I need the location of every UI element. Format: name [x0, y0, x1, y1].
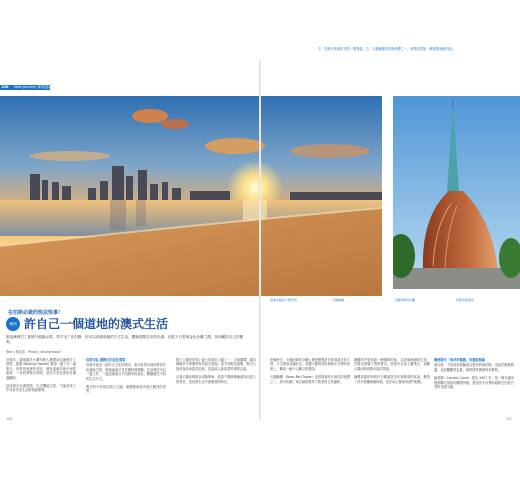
- photo-caption: 天鵝鐘樓: [332, 298, 345, 302]
- perth-sunset-photo: [0, 96, 382, 296]
- region-badge-label: 澳洲: [9, 321, 17, 326]
- header-page-number: 106: [1, 85, 9, 89]
- article-headline: 許自己一個道地的澳式生活: [24, 317, 169, 331]
- top-caption: 左：伯斯市的城市美景一覽無遺；右：天鵝鐘樓是伯斯地標之一，建築造型如一艘展開風帆的船。: [318, 47, 456, 51]
- paragraph: 沿著天鵝河畔散步或騎單車，欣賞夕陽餘暉灑落在河面上的景色，是伯斯生活中最愜意的時光。: [176, 375, 256, 384]
- article-kicker: 在伯斯必做的怪法怪事！: [8, 310, 64, 316]
- paragraph: 週末時，不妨搭乘渡輪前往對岸的南伯斯，造訪伯斯動物園，近距離觀察袋鼠、無尾熊等澳洲特有動物。: [434, 363, 514, 372]
- paragraph: 這座城市步調悠閒，生活機能完善，不論是找工作或是享受生活都相當便利。: [6, 384, 76, 393]
- paragraph: 國王公園是世界上最大的城市公園之一，占地廣闊，園內種植許多西澳特有的原生植物。春天時野花盛開，吸引大批遊客前來賞花拍照，是當地人最喜愛的休閒去處。: [176, 358, 256, 371]
- column-subhead: 伯斯市區 國際化的居住環境: [86, 358, 126, 362]
- bell-tower-illustration: [393, 96, 520, 289]
- photo-caption: 天鵝河畔的沙灘: [394, 298, 416, 302]
- article-column: [354, 358, 430, 388]
- article-byline: Text | 林佳如 Photo | shutterstock: [6, 350, 61, 354]
- article-column: [434, 358, 514, 393]
- gutter-shadow: [259, 60, 261, 420]
- paragraph: 近幾年，越來越多台灣年輕人選擇前往澳洲打工度假，透過 Working Holiday 簽證一邊工作一邊旅行。伯斯是西澳的首府，擁有溫和的地中海型氣候，一年四季陽光普照，是許多背包客的首選落腳地。: [6, 358, 76, 380]
- paragraph: 傍晚時分，天鵝河畔的沙灘上總是聚集許多欣賞落日的人們。天空被染成橘紅色，高樓大廈的剪影倒映在平靜的河面上，構成一幅令人難忘的畫面。: [270, 358, 350, 371]
- article-column: [176, 358, 256, 388]
- paragraph: 天鵝鐘樓（Swan Bell Tower）是伯斯最具代表性的地標之一，塔內收藏了來自倫敦聖馬丁教堂的古老鐘鈴。: [270, 375, 350, 384]
- photo-caption: 伯斯市區的夕陽景色: [270, 298, 298, 302]
- column-subhead: 擁抱陽光「南洋杉樹叢」的藝術與綠: [434, 358, 485, 362]
- photo-caption: 伯斯市區風景: [456, 298, 475, 302]
- article-column: [270, 358, 350, 388]
- paragraph: 鐘樓周邊的伊莉莎白碼頭是近年新開發的區域，聚集了許多餐廳與咖啡館，是在地人聚會的熱門地點。: [354, 375, 430, 384]
- folio-left: 106: [6, 417, 13, 421]
- article-column: [86, 358, 166, 398]
- header-section-title: New Journey 新旅途計畫: [14, 85, 56, 89]
- paragraph: 倫敦閣（London Court）建於 1937 年，是一條充滿英國都鐸式風格的購物拱廊，漫步其中彷彿穿越時空回到古老的英國小鎮。: [434, 376, 514, 390]
- sunset-skyline-illustration: [0, 96, 382, 296]
- swan-bell-tower-photo: [393, 96, 520, 289]
- photo-caption-row: [270, 299, 520, 305]
- paragraph: 假日時不妨前往國王公園，俯瞰整座城市與天鵝河的美景。: [86, 385, 166, 394]
- paragraph: 鐘樓的外型宛如一艘揚帆的船，以玻璃與銅材打造，在陽光照耀下閃閃發光。遊客可以登上觀景台，遠眺天鵝河與伯斯市區的景致。: [354, 358, 430, 371]
- article-column: [6, 358, 76, 397]
- region-badge: [6, 317, 20, 331]
- paragraph: 伯斯市區是一個多元文化的城市，來自世界各地的移民在此落地生根，街頭處處可見各國料理餐廳。在這裡你可以一邊工作，一邊認識來自不同國家的朋友，體驗截然不同的生活方式。: [86, 363, 166, 381]
- folio-right: 107: [506, 417, 513, 421]
- article-dek: 誰說澳洲打工度假只能摘水果、剪羊毛？在伯斯，你可以用最道地的方式生活，體驗悠閒自在的步調，在藍天白雲與金色沙灘之間，找到屬於自己的節奏。: [6, 335, 244, 344]
